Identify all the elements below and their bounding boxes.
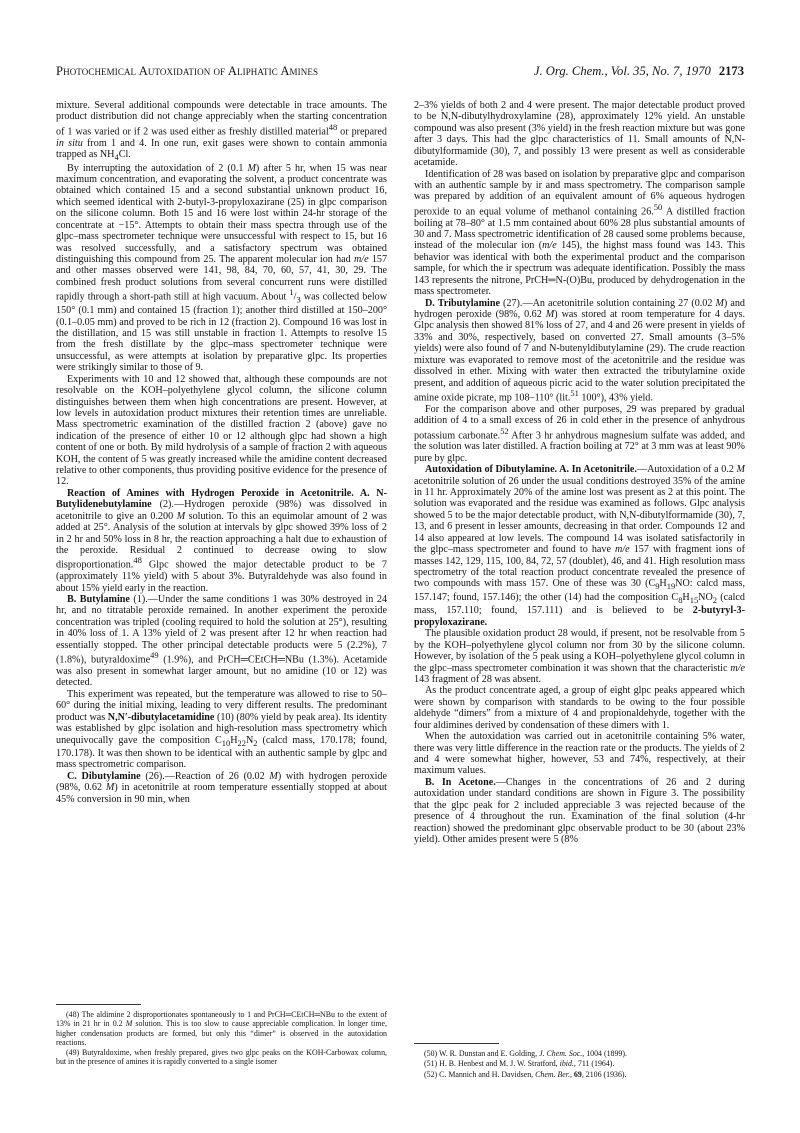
footnotes-right xyxy=(414,1049,745,1080)
journal-name: J. Org. Chem., Vol. 35, No. 7, 1970 xyxy=(533,64,711,78)
footnote: (51) H. B. Henbest and M. J. W. Stratford, ibid., 711 (1964). xyxy=(424,1059,615,1069)
footnote: (49) Butyraldoxime, when freshly prepared, gives two glpc peaks on the KOH-Carbowax column, but in the presence of amines it is rapidly converted to a single isomer xyxy=(56,1048,387,1067)
footnotes-left xyxy=(56,1010,387,1068)
footnote: (52) C. Mannich and H. Davidsen, Chem. Ber., 69, 2106 (1936). xyxy=(424,1069,627,1079)
page-header xyxy=(56,64,744,84)
body-paragraph: The plausible oxidation product 28 would, if present, not be resolvable from 5 by the KOH–polyethylene glycol column nor from 30 by the silicone column. However, by isolation of the 5 peak using a KOH–polyethylene glycol column in the glpc–mass spectrometer combination it was shown that the characteristic m/e 143 fragment of 28 was absent. xyxy=(414,628,745,686)
body-paragraph: Experiments with 10 and 12 showed that, although these compounds are not resolvable on the KOH–polyethylene glycol column, the silicone column distinguishes between them when high concentrations are present. However, at low levels in autoxidation product mixtures their retention times are unreliable. Mass spectrometric examination of the distilled fraction 2 (above) gave no indication of the presence of either 10 or 12 although glpc had shown a high content of one or both. By mild hydrolysis of a sample of fraction 2 with aqueous KOH, the content of 5 was greatly increased while the amidine content decreased relative to other components, thus providing positive evidence for the presence of 12. xyxy=(56,373,387,488)
footnote: (50) W. R. Dunstan and E. Golding, J. Chem. Soc., 1004 (1899). xyxy=(424,1049,627,1058)
footnote-rule-right xyxy=(414,1043,499,1044)
footnote-rule-left xyxy=(56,1004,141,1005)
body-paragraph: Autoxidation of Dibutylamine. A. In Acetonitrile.—Autoxidation of a 0.2 M acetonitrile solution of 26 under the usual conditions destroyed 35% of the amine in 11 hr. Approximately 20% of the amine lost was present as 2 at this point. The solution was evaporated and the residue was examined as follows. Glpc analysis showed 5 to be the major detectable product, with N,N-dibutylformamide (30), 7, 13, and 6 present in lesser amounts, decreasing in that order. Compounds 12 and 14 also appeared at low levels. The compound 14 was isolated satisfactorily in the glpc–mass spectrometer and found to have m/e 157 with fragment ions of masses 142, 129, 115, 100, 84, 72, 57 (doublet), 46, and 41. High resolution mass spectrometry of the total reaction product concentrate revealed the presence of two compounds with mass 157. One of these was 30 ($C_9H_{19}NO$: calcd mass, 157.147; found, 157.146); the other (14) had the composition $C_8H_{15}NO_2$ (calcd mass, 157.110; found, 157.111) and is believed to be 2-butyryl-3-propyloxazirane. xyxy=(414,464,745,628)
footnote: (48) The aldimine 2 disproportionates spontaneously to 1 and PrCH═CEtCH═NBu to the extent of 13% in 21 hr in 0.2 M solution. This is too slow to cause appreciable complication. In longer time, higher condensation products are formed, but only this “dimer” is observed in the autoxidation reactions. xyxy=(56,1010,387,1047)
body-paragraph: 2–3% yields of both 2 and 4 were present. The major detectable product proved to be N,N-dibutylhydroxylamine (28), approximately 12% yield. An unstable compound was also present (3% yield) in the fresh reaction mixture but was gone after 3 days. This had the glpc characteristics of 11. Small amounts of N,N-dibutylformamide (30), 7, and possibly 13 were present as well as considerable acetamide. xyxy=(414,100,745,169)
running-title: Photochemical Autoxidation of Aliphatic Amines xyxy=(56,64,319,78)
body-paragraph: Identification of 28 was based on isolation by preparative glpc and comparison with an authentic sample by ir and mass spectrometry. The comparison sample was prepared by addition of an equivalent amount of 6% aqueous hydrogen peroxide to an equal volume of methanol containing 26.50 A distilled fraction boiling at 78–80° at 1.5 mm contained about 60% 28 plus substantial amounts of 30 and 7. Mass spectrometric identification of 28 caused some problems because, instead of the molecular ion (m/e 145), the highst mass found was 143. This behavior was identical with both the experimental product and the comparison sample, for which the ir spectrum was adequate identification. Possibly the mass 143 represents the nitrone, PrCH═N-(O)Bu, produced by dehydrogenation in the mass spectrometer. xyxy=(414,168,745,298)
page-number: 2173 xyxy=(718,64,744,78)
body-paragraph: For the comparison above and other purposes, 29 was prepared by gradual addition of 4 to a small excess of 26 in cold ether in the presence of anhydrous potassium carbonate.$^{52}$ After 3 hr anhydrous magnesium sulfate was added, and the solution was later distilled. A fraction boiling at 72° at 3 mm was at least 90% pure by glpc. xyxy=(414,403,745,464)
body-paragraph: D. Tributylamine (27).—An acetonitrile solution containing 27 (0.02 M) and hydrogen peroxide (98%, 0.62 M) was stored at room temperature for 4 days. Glpc analysis then showed 81% loss of 27, and 4 and 26 were present in yields of 33% and 30%, respectively, based on converted 27. Small amounts (3–5% yields) were also found of 7 and N-butenyldibutylamine (29). The crude reaction mixture was evaporated to remove most of the acetonitrile and the residue was dissolved in ether. Mixing with water then extracted the tributylamine oxide present, and addition of aqueous picric acid to the water solution precipitated the amine oxide picrate, mp 108–110° (lit.$^{51}$ 100°), 43% yield. xyxy=(414,297,745,404)
body-paragraph: mixture. Several additional compounds were detectable in trace amounts. The product distribution did not change appreciably when the starting concentration of 1 was varied or if 2 was used either as freshly distilled material$^{48}$ or prepared in situ from 1 and 4. In one run, exit gases were shown to contain ammonia trapped as $NH_4Cl$. xyxy=(56,100,387,163)
body-paragraph: When the autoxidation was carried out in acetonitrile containing 5% water, there was very little difference in the reaction rate or the products. The yields of 2 and 4 were somewhat higher, however, 53 and 74%, respectively, at their maximum values. xyxy=(414,731,745,777)
right-column xyxy=(414,100,745,845)
body-paragraph: By interrupting the autoxidation of 2 (0.1 M) after 5 hr, when 15 was near maximum concentration, and evaporating the solvent, a product concentrate was obtained which contained 15 and a second substantial unknown product 16, which seemed identical with 2-butyl-3-propyloxazirane (25) in glpc comparison on the silicone column. Both 15 and 16 were lost within 24-hr storage of the concentrate at −15°. Attempts to obtain their mass spectra through use of the glpc–mass spectrometer technique were unsuccessful with respect to 15, but 16 was resolved successfully, and a satisfactory spectrum was obtained distinguishing this compound from 25. The apparent molecular ion had m/e 157 and other masses observed were 141, 98, 84, 70, 60, 57, 41, 30, 29. The combined fresh product solutions from several concurrent runs were distilled rapidly through a short-path still at high vacuum. About $^1/_3$ was collected below 150° (0.1 mm) and contained 15 (fraction 1); another third distilled at 150–200° (0.1–0.05 mm) and proved to be rich in 12 (fraction 2). Compound 16 was lost in the distillation, and 15 was still unstable in fraction 1. Attempts to resolve 15 from the fresh distillate by the glpc–mass spectrometer technique were unsuccessful, as were attempts at isolation by preparative glpc. Its properties were strikingly similar to those of 9. xyxy=(56,162,388,374)
body-paragraph: C. Dibutylamine (26).—Reaction of 26 (0.02 M) with hydrogen peroxide (98%, 0.62 M) in acetonitrile at room temperature essentially stopped at about 45% conversion in 90 min, when xyxy=(56,770,387,805)
journal-citation xyxy=(534,64,744,79)
body-paragraph: B. In Acetone.—Changes in the concentrations of 26 and 2 during autoxidation under standard conditions are shown in Figure 3. The possibility that the glpc peak for 2 included appreciable 3 was rejected because of the presence of 4 throughout the run. Examination of the final solution (4-hr reaction) showed the predominant glpc observable product to be 30 (about 23% yield). Other amides present were 5 (8% xyxy=(414,776,745,845)
body-paragraph: As the product concentrate aged, a group of eight glpc peaks appeared which were shown by comparison with standards to be owing to the four possible aldehyde “dimers” from a mixture of 4 and propionaldehyde, together with the four aldimines derived by condensation of these dimers with 1. xyxy=(414,685,745,731)
body-paragraph: B. Butylamine (1).—Under the same conditions 1 was 30% destroyed in 24 hr, and no titratable peroxide remained. In another experiment the peroxide concentration was tripled (cooling required to hold the solution at 25°), resulting in 40% loss of 1. A 13% yield of 2 was present after 12 hr when reaction had essentially stopped. The other principal detectable products were 5 (2.2%), 7 (1.8%), butyraldoxime$^{49}$ (1.9%), and PrCH═CEtCH═NBu (1.3%). Acetamide was also present in somewhat larger amount, but no amidine (10 or 12) was detected. xyxy=(56,594,388,689)
left-column xyxy=(56,100,387,805)
body-paragraph: Reaction of Amines with Hydrogen Peroxide in Acetonitrile. A. N-Butylidenebutylamine (2).—Hydrogen peroxide (98%) was dissolved in acetonitrile to give an 0.200 M solution. To this an equimolar amount of 2 was added at 25°. Analysis of the solution at intervals by glpc showed 39% loss of 2 in 2 hr and 50% loss in 8 hr, the reaction approaching a halt due to exhaustion of the peroxide. Residual 2 continued to decrease owing to slow disproportionation.$^{48}$ Glpc showed the major detectable product to be 7 (approximately 11% yield) with 5 about 3%. Butyraldehyde was also found in about 15% yield early in the reaction. xyxy=(56,487,387,594)
body-paragraph: This experiment was repeated, but the temperature was allowed to rise to 50–60° during the initial mixing, leading to very different results. The predominant product was N,N′-dibutylacetamidine (10) (80% yield by peak area). Its identity was established by glpc isolation and high-resolution mass spectrometry which unequivocally gave the composition $C_{10}H_{22}N_2$ (calcd mass, 170.178; found, 170.178). It was then shown to be identical with an authentic sample by glpc and mass spectrometric comparison. xyxy=(56,688,387,771)
